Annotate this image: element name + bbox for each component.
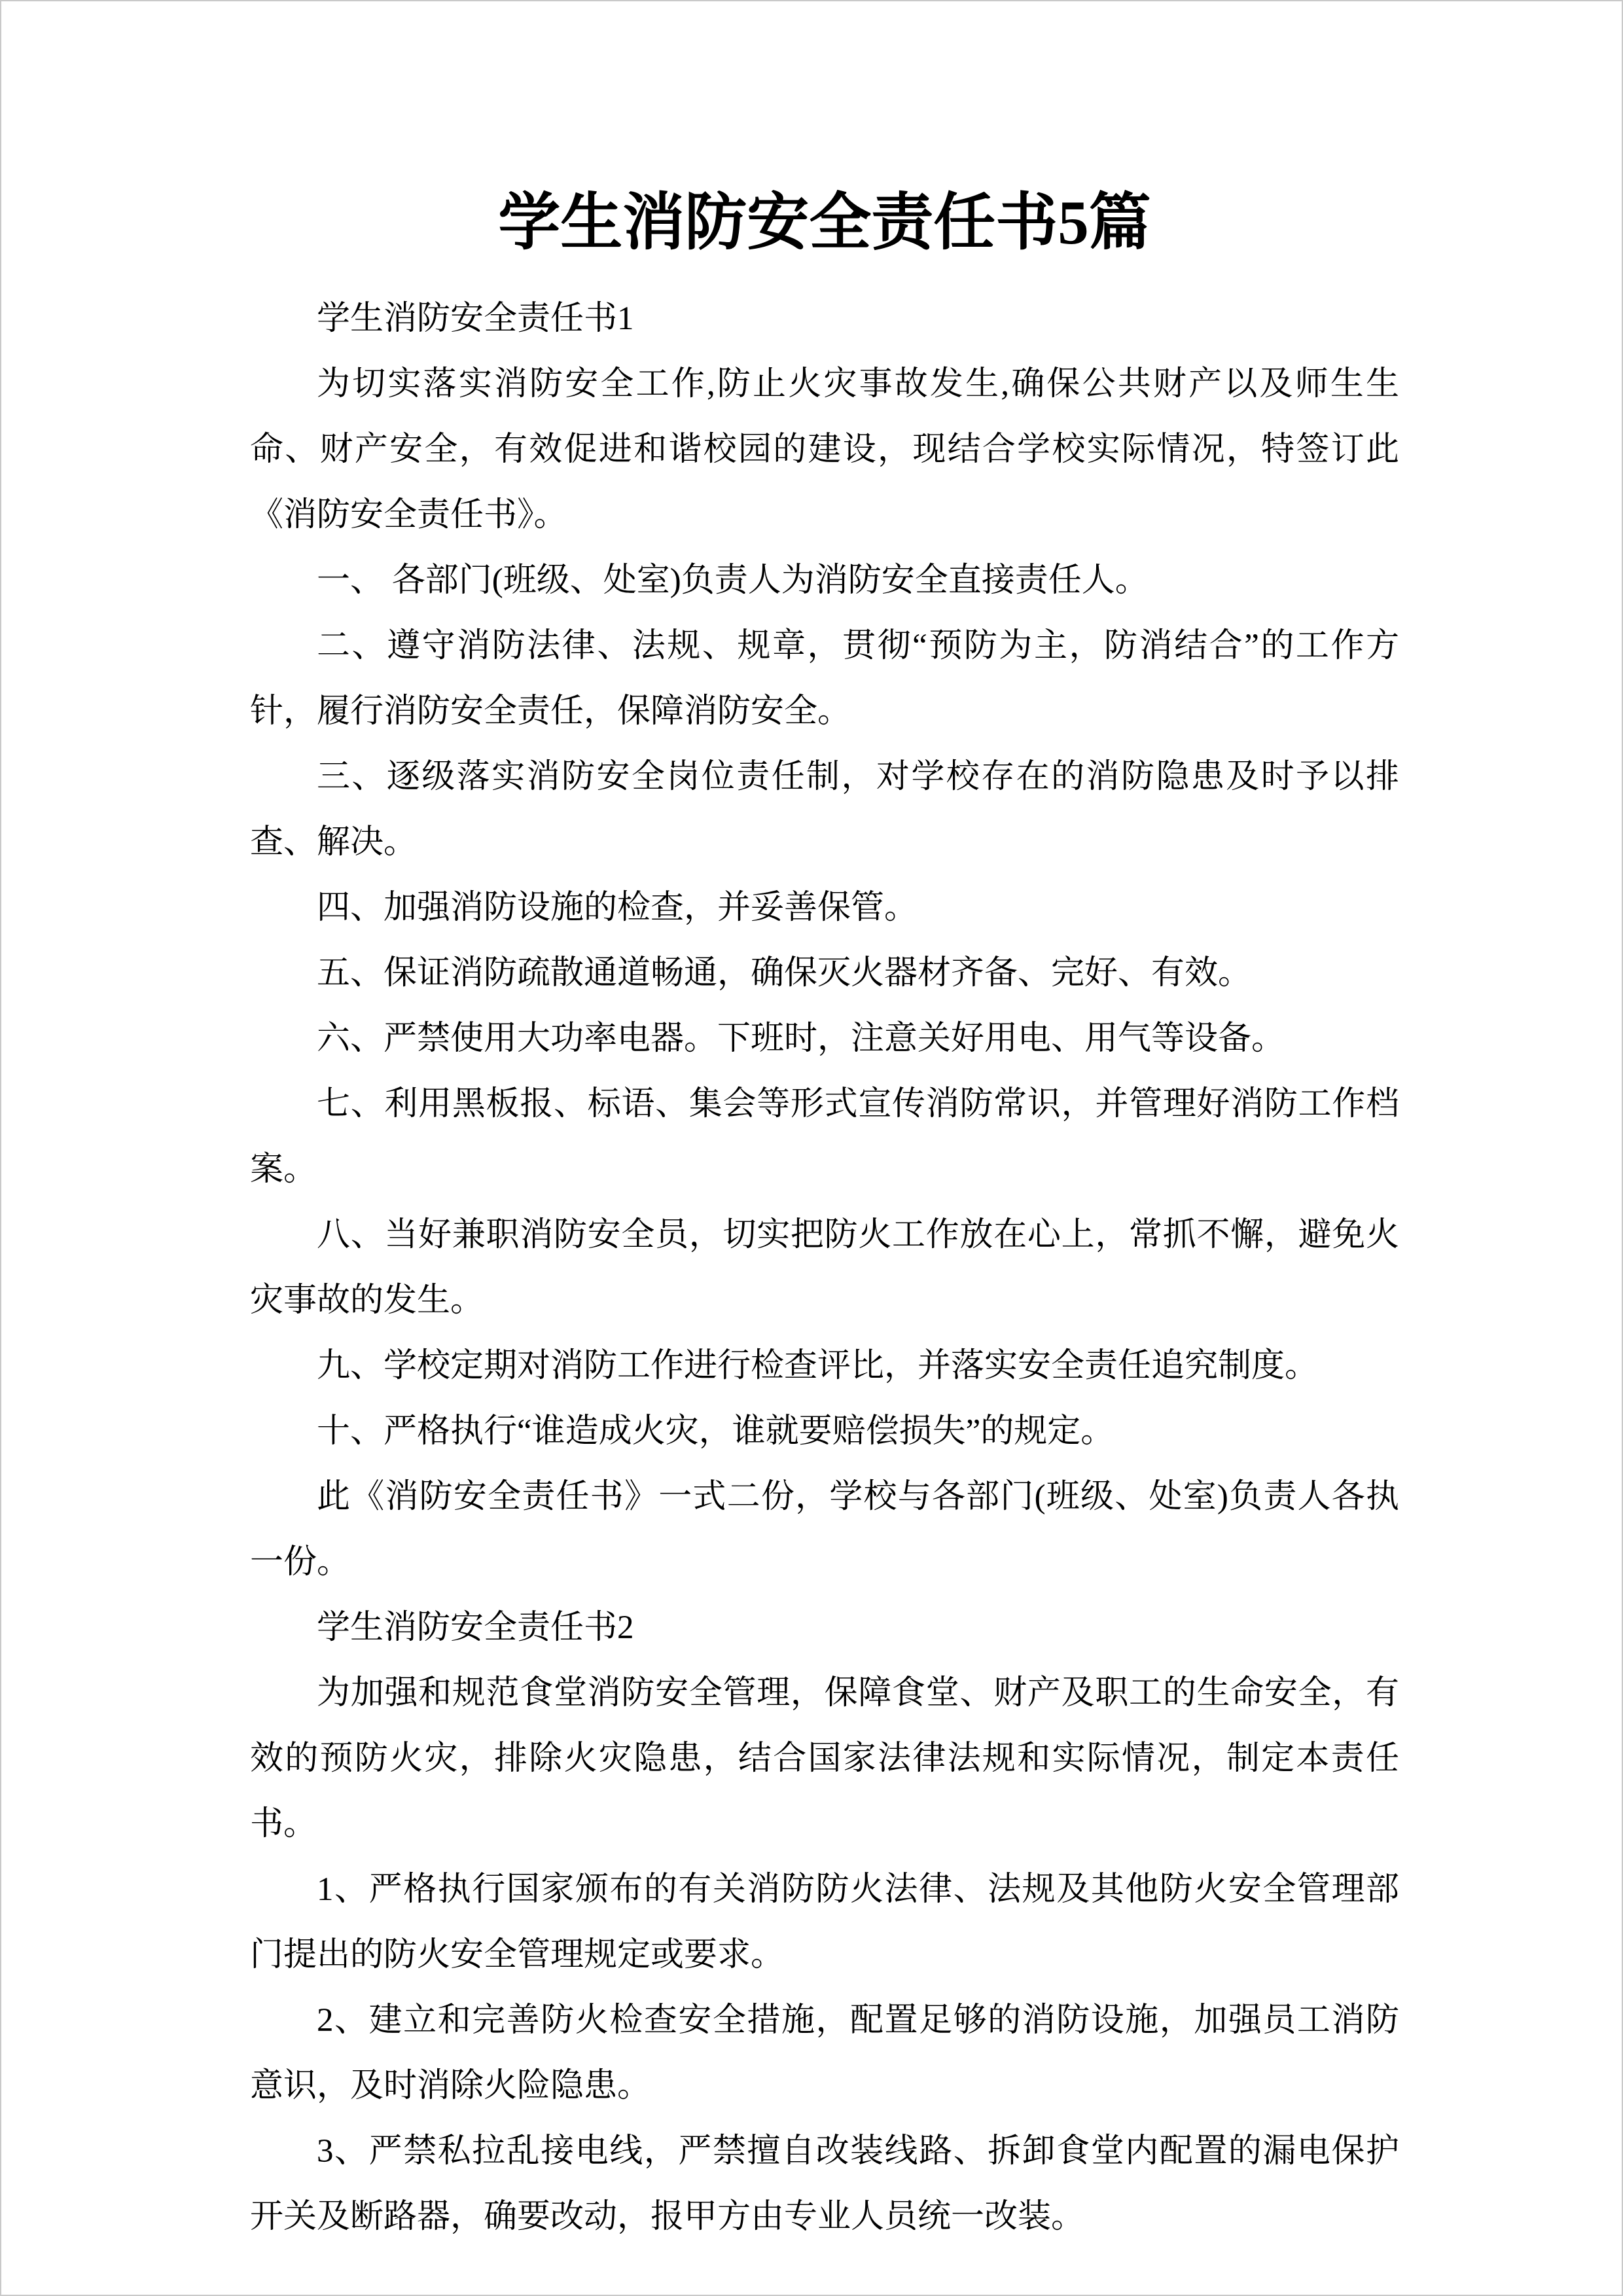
paragraph: 学生消防安全责任书1 <box>317 300 634 337</box>
paragraph: 七、利用黑板报、标语、集会等形式宣传消防常识，并管理好消防工作档案。 <box>250 1086 1399 1188</box>
paragraph: 二、遵守消防法律、法规、规章，贯彻“预防为主，防消结合”的工作方针，履行消防安全责任，保障消防安全。 <box>250 628 1399 730</box>
paragraph: 一、 各部门(班级、处室)负责人为消防安全直接责任人。 <box>317 562 1149 599</box>
paragraph: 为加强和规范食堂消防安全管理，保障食堂、财产及职工的生命安全，有效的预防火灾，排除火灾隐患，结合国家法律法规和实际情况，制定本责任书。 <box>250 1675 1399 1842</box>
document-title: 学生消防安全责任书5篇 <box>498 188 1151 257</box>
paragraph: 五、保证消防疏散通道畅通，确保灭火器材齐备、完好、有效。 <box>317 955 1252 992</box>
paragraph: 为切实落实消防安全工作,防止火灾事故发生,确保公共财产以及师生生命、财产安全，有效促进和谐校园的建设，现结合学校实际情况，特签订此《消防安全责任书》。 <box>250 366 1399 533</box>
paragraph: 八、当好兼职消防安全员，切实把防火工作放在心上，常抓不懈，避免火灾事故的发生。 <box>250 1217 1399 1319</box>
paragraph: 三、逐级落实消防安全岗位责任制，对学校存在的消防隐患及时予以排查、解决。 <box>250 759 1399 861</box>
paragraph: 学生消防安全责任书2 <box>317 1609 634 1646</box>
paragraph: 此《消防安全责任书》一式二份，学校与各部门(班级、处室)负责人各执一份。 <box>250 1479 1399 1581</box>
document-body <box>250 286 1399 2250</box>
paragraph: 3、严禁私拉乱接电线，严禁擅自改装线路、拆卸食堂内配置的漏电保护开关及断路器，确要改动，报甲方由专业人员统一改装。 <box>250 2133 1399 2235</box>
paragraph: 四、加强消防设施的检查，并妥善保管。 <box>317 889 918 926</box>
paragraph: 九、学校定期对消防工作进行检查评比，并落实安全责任追究制度。 <box>317 1348 1319 1384</box>
paragraph: 1、严格执行国家颁布的有关消防防火法律、法规及其他防火安全管理部门提出的防火安全管理规定或要求。 <box>250 1871 1399 1973</box>
paragraph: 2、建立和完善防火检查安全措施，配置足够的消防设施，加强员工消防意识，及时消除火险隐患。 <box>250 2002 1399 2104</box>
paragraph: 六、严禁使用大功率电器。下班时，注意关好用电、用气等设备。 <box>317 1020 1285 1057</box>
paragraph: 十、严格执行“谁造成火灾，谁就要赔偿损失”的规定。 <box>317 1413 1115 1450</box>
